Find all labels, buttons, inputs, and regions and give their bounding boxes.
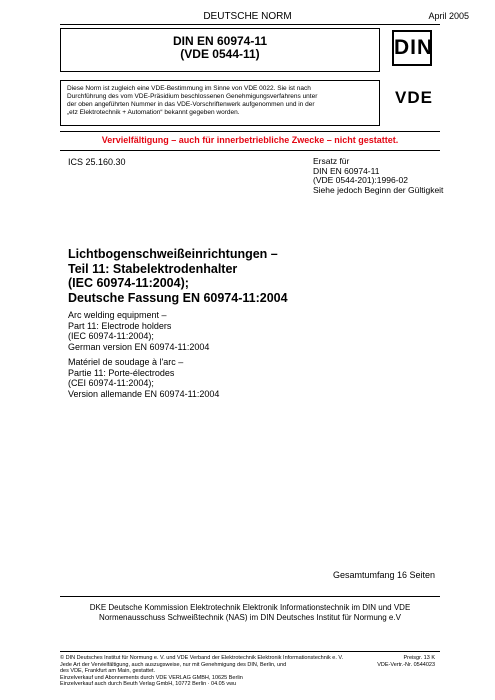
footer-divider	[60, 651, 440, 652]
vde-notice-line: Durchführung des vom VDE-Präsidium beschlossenen Genehmigungsverfahrens unter	[67, 93, 318, 100]
price-group: Preisgr. 13 K	[403, 655, 435, 661]
title-line: Teil 11: Stabelektrodenhalter	[68, 261, 238, 276]
replacement-line: (VDE 0544-201):1996-02	[313, 175, 408, 185]
title-german	[68, 247, 288, 305]
ics-code: ICS 25.160.30	[68, 157, 126, 167]
publication-date: April 2005	[428, 11, 469, 21]
vde-order-number: VDE-Vertr.-Nr. 0544023	[377, 661, 435, 668]
standard-number: DIN EN 60974-11	[172, 34, 268, 48]
title-line: Deutsche Fassung EN 60974-11:2004	[68, 290, 288, 305]
replacement-line: DIN EN 60974-11	[313, 165, 380, 176]
replacement-notice	[313, 157, 443, 195]
section-divider	[60, 150, 440, 151]
title-line: Arc welding equipment –	[68, 310, 167, 320]
vde-number: (VDE 0544-11)	[180, 47, 260, 61]
footer-copyright	[60, 655, 360, 688]
header-divider	[60, 24, 440, 25]
title-line: Part 11: Electrode holders	[68, 320, 172, 331]
title-line: German version EN 60974-11:2004	[68, 341, 210, 352]
footer-price	[377, 655, 435, 668]
title-line: Matériel de soudage à l'arc –	[68, 357, 184, 367]
title-line: Version allemande EN 60974-11:2004	[68, 388, 220, 399]
din-logo: DIN	[392, 30, 432, 66]
title-line: (CEI 60974-11:2004);	[68, 378, 154, 388]
footer-line: Einzelverkauf und Abonnements durch VDE VERLAG GMBH, 10625 Berlin	[60, 674, 243, 681]
section-divider	[60, 131, 440, 132]
title-line: Partie 11: Porte-électrodes	[68, 367, 175, 378]
standard-number-box	[60, 28, 380, 72]
vde-notice-box	[60, 80, 380, 126]
vde-logo: VDE	[395, 88, 433, 107]
replacement-line: Siehe jedoch Beginn der Gültigkeit	[313, 184, 444, 195]
vde-notice-line: der oben angeführten Nummer in das VDE-Vorschriftenwerk aufgenommen und in der	[67, 101, 315, 108]
title-line: (IEC 60974-11:2004);	[68, 276, 189, 290]
footer-line: Einzelverkauf auch durch Beuth Verlag GmbH, 10772 Berlin · 04.05 vwu	[60, 681, 237, 687]
vde-notice-line: Diese Norm ist zugleich eine VDE-Bestimmung im Sinne von VDE 0022. Sie ist nach	[67, 85, 311, 92]
footer-line: Jede Art der Vervielfältigung, auch auszugsweise, nur mit Genehmigung des DIN, Berlin, und	[60, 661, 287, 668]
footer-line: © DIN Deutsches Institut für Normung e. V. und VDE Verband der Elektrotechnik Elektronik Informationstechnik e. V.	[60, 655, 344, 661]
committee-info	[60, 603, 440, 622]
title-english	[68, 310, 209, 352]
copy-warning: Vervielfältigung – auch für innerbetriebliche Zwecke – nicht gestattet.	[101, 135, 399, 145]
footer-line: des VDE, Frankfurt am Main, gestattet.	[60, 668, 156, 674]
title-french	[68, 357, 219, 399]
replacement-line: Ersatz für	[313, 156, 350, 166]
title-line: (IEC 60974-11:2004);	[68, 331, 154, 341]
committee-line: Normenausschuss Schweißtechnik (NAS) im DIN Deutsches Institut für Normung e.V	[99, 612, 401, 622]
total-pages: Gesamtumfang 16 Seiten	[332, 570, 435, 580]
vde-notice-line: „etz Elektrotechnik + Automation“ bekannt gegeben worden.	[67, 109, 240, 116]
section-divider	[60, 596, 440, 597]
norm-type-label: DEUTSCHE NORM	[203, 11, 292, 22]
committee-line: DKE Deutsche Kommission Elektrotechnik Elektronik Informationstechnik im DIN und VDE	[89, 603, 411, 612]
title-line: Lichtbogenschweißeinrichtungen –	[68, 247, 278, 261]
